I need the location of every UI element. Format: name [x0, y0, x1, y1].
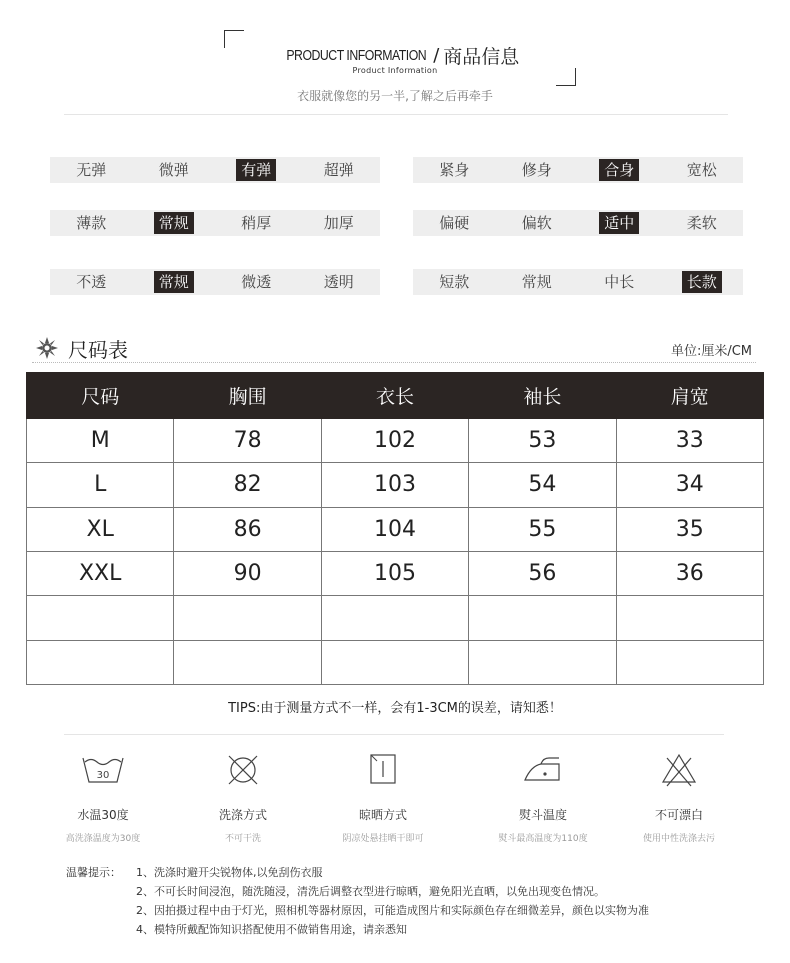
measurement-cell: 35 [616, 507, 763, 551]
measurement-cell: 54 [469, 463, 616, 507]
attribute-option-selected: 适中 [599, 212, 639, 234]
size-chart-heading [32, 333, 756, 363]
table-row [27, 640, 764, 684]
attribute-option: 微透 [241, 273, 272, 291]
table-row [27, 419, 764, 463]
attribute-option-selected: 常规 [154, 271, 194, 293]
measurement-cell [469, 640, 616, 684]
attribute-row [413, 269, 743, 295]
note-item: 2、不可长时间浸泡，随洗随浸，清洗后调整衣型进行晾晒，避免阳光直晒，以免出现变色情况。 [136, 885, 605, 898]
measurement-cell [469, 596, 616, 640]
attribute-option: 柔软 [686, 214, 717, 232]
care-bleaching [604, 752, 754, 844]
size-cell: M [27, 419, 174, 463]
size-cell [27, 596, 174, 640]
measurement-cell: 102 [321, 419, 468, 463]
measurement-cell: 104 [321, 507, 468, 551]
care-label: 熨斗温度 [518, 808, 567, 822]
wash-temperature-text: 30 [96, 770, 110, 781]
attribute-option: 超弹 [323, 161, 354, 179]
iron-icon [519, 752, 567, 788]
attribute-row [50, 210, 380, 236]
measurement-cell: 105 [321, 551, 468, 595]
measurement-cell: 90 [174, 551, 321, 595]
header-length: 衣长 [321, 373, 468, 419]
attribute-option: 宽松 [686, 161, 717, 179]
attribute-option: 无弹 [76, 161, 107, 179]
attribute-row [413, 210, 743, 236]
measurement-cell: 34 [616, 463, 763, 507]
unit-label: 单位:厘米/CM [670, 344, 752, 359]
tagline: 衣服就像您的另一半,了解之后再牵手 [297, 89, 493, 103]
measurement-cell: 82 [174, 463, 321, 507]
header-sleeve: 袖长 [469, 373, 616, 419]
measurement-cell [321, 640, 468, 684]
note-item: 2、因拍摄过程中由于灯光，照相机等器材原因，可能造成图片和实际颜色存在细微差异，颜色以实物为准 [136, 904, 649, 917]
care-label: 晾晒方式 [358, 808, 407, 822]
title-subtitle: Product Information [352, 66, 438, 75]
table-row [27, 551, 764, 595]
measurement-cell: 36 [616, 551, 763, 595]
table-row [27, 463, 764, 507]
attribute-option: 修身 [521, 161, 552, 179]
care-desc: 使用中性洗涤去污 [642, 834, 715, 844]
size-cell: L [27, 463, 174, 507]
size-table [26, 372, 764, 685]
attribute-option-selected: 长款 [682, 271, 722, 293]
size-table-header-row [27, 373, 764, 419]
attribute-option: 短款 [439, 273, 470, 291]
measurement-cell [616, 640, 763, 684]
attribute-option: 微弹 [158, 161, 189, 179]
measurement-cell: 56 [469, 551, 616, 595]
attribute-row [50, 269, 380, 295]
tips-text: TIPS:由于测量方式不一样，会有1-3CM的误差，请知悉！ [228, 701, 562, 716]
measurement-cell [174, 640, 321, 684]
care-drying-method [308, 752, 458, 844]
attribute-row [413, 157, 743, 183]
attribute-row [50, 157, 380, 183]
size-table-body [27, 419, 764, 685]
attribute-option: 常规 [521, 273, 552, 291]
attribute-option-selected: 有弹 [236, 159, 276, 181]
attribute-option: 不透 [76, 273, 107, 291]
title-separator: / [433, 45, 440, 66]
size-cell: XL [27, 507, 174, 551]
attribute-option: 透明 [323, 273, 354, 291]
care-desc: 熨斗最高温度为110度 [498, 834, 588, 844]
header-chest: 胸围 [174, 373, 321, 419]
table-row [27, 507, 764, 551]
attribute-option: 中长 [604, 273, 635, 291]
attribute-option: 加厚 [323, 214, 354, 232]
attribute-option: 偏硬 [439, 214, 470, 232]
size-cell: XXL [27, 551, 174, 595]
attribute-option: 稍厚 [241, 214, 272, 232]
measurement-cell [174, 596, 321, 640]
measurement-cell: 86 [174, 507, 321, 551]
care-desc: 高洗涤温度为30度 [65, 834, 141, 844]
attribute-option: 薄款 [76, 214, 107, 232]
product-info-header [0, 0, 790, 120]
measurement-cell: 53 [469, 419, 616, 463]
measurement-cell: 33 [616, 419, 763, 463]
attribute-option: 紧身 [439, 161, 470, 179]
care-label: 不可漂白 [654, 808, 703, 822]
sun-icon [36, 337, 58, 359]
measurement-cell: 78 [174, 419, 321, 463]
header-divider [64, 114, 728, 115]
care-desc: 阴凉处悬挂晒干即可 [342, 834, 424, 844]
attribute-option-selected: 常规 [154, 212, 194, 234]
notes-label: 温馨提示： [66, 866, 121, 879]
attribute-option-selected: 合身 [599, 159, 639, 181]
attribute-option: 偏软 [521, 214, 552, 232]
care-desc: 不可干洗 [224, 834, 261, 844]
measurement-cell: 55 [469, 507, 616, 551]
tips-divider [64, 734, 724, 735]
title-english: PRODUCT INFORMATION [286, 47, 426, 64]
measurement-cell: 103 [321, 463, 468, 507]
care-wash-temperature [28, 752, 178, 844]
care-label: 洗涤方式 [218, 808, 267, 822]
wash-30-icon [79, 752, 127, 788]
size-cell [27, 640, 174, 684]
note-item: 4、模特所戴配饰知识搭配使用不做销售用途，请亲悉知 [136, 923, 407, 936]
measurement-cell [321, 596, 468, 640]
note-item: 1、洗涤时避开尖锐物体,以免刮伤衣服 [136, 866, 323, 879]
title-row [0, 42, 790, 69]
care-wash-method [168, 752, 318, 844]
title-chinese: 商品信息 [443, 46, 520, 68]
header-size: 尺码 [27, 373, 174, 419]
no-dry-clean-icon [219, 752, 267, 788]
care-ironing [468, 752, 618, 844]
table-row [27, 596, 764, 640]
line-dry-icon [359, 752, 407, 788]
size-chart-title: 尺码表 [68, 338, 128, 362]
measurement-cell [616, 596, 763, 640]
header-shoulder: 肩宽 [616, 373, 763, 419]
no-bleach-icon [655, 752, 703, 788]
care-label: 水温30度 [77, 808, 129, 822]
